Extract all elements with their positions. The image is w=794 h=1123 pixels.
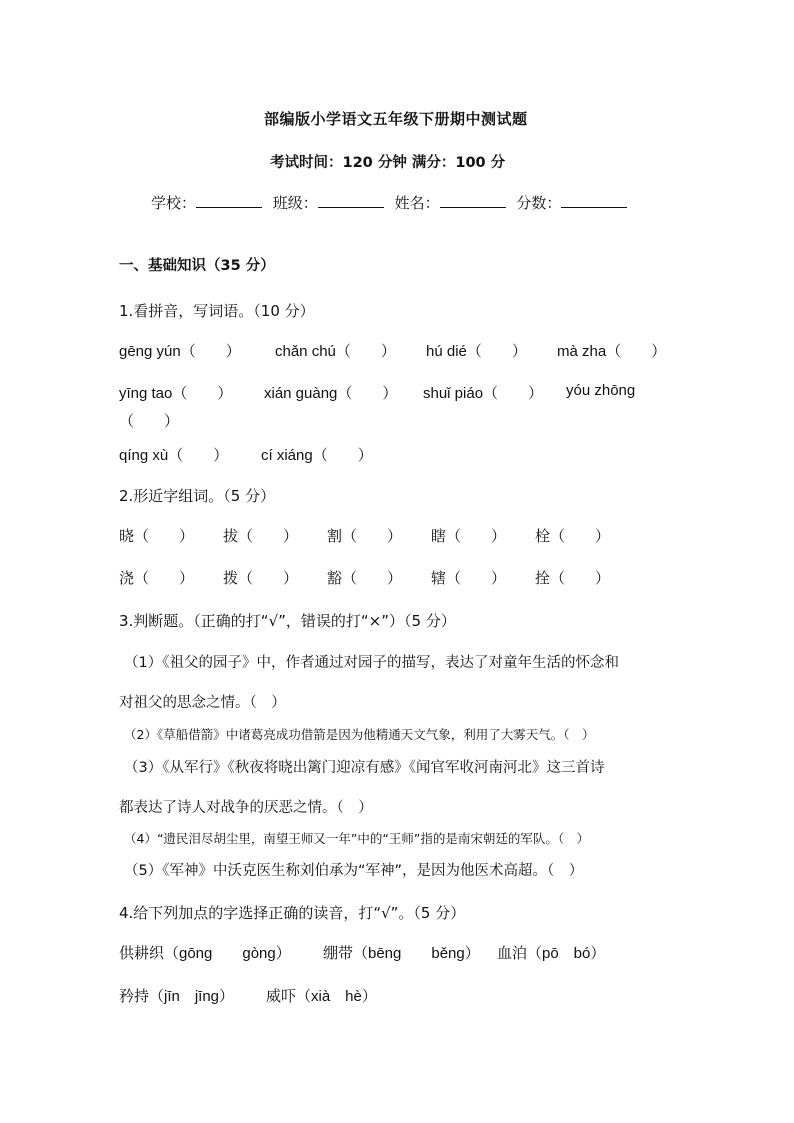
char-item: 辖（ ）	[431, 569, 507, 587]
pinyin-item: qíng xù（ ）	[119, 447, 229, 464]
pinyin-item: shuǐ piáo（ ）	[423, 385, 544, 402]
pinyin-item: yóu zhōng	[566, 382, 636, 399]
pinyin-item: gēng yún（ ）	[119, 343, 241, 360]
name-blank[interactable]	[440, 193, 506, 208]
pinyin-item: xián guàng（ ）	[264, 385, 398, 402]
class-blank[interactable]	[318, 193, 384, 208]
char-item: 瞎（ ）	[431, 527, 507, 545]
school-blank[interactable]	[196, 193, 262, 208]
score-label: 分数：	[516, 194, 562, 212]
reading-item: 供耕织（gōng gòng）	[119, 945, 291, 962]
question-2-heading: 2.形近字组词。（5 分）	[119, 487, 276, 505]
judge-item-5: （5）《军神》中沃克医生称刘伯承为“军神”，是因为他医术高超。（ ）	[124, 863, 584, 879]
char-item: 拔（ ）	[223, 527, 299, 545]
name-label: 姓名：	[394, 194, 440, 212]
reading-item: 矜持（jīn jīng）	[119, 988, 235, 1005]
section-heading: 一、基础知识（35 分）	[119, 258, 275, 274]
judge-item-3-cont: 都表达了诗人对战争的厌恶之情。（ ）	[119, 800, 373, 816]
reading-item: 绷带（bēng běng）	[323, 945, 480, 962]
judge-item-4: （4）“遗民泪尽胡尘里，南望王师又一年”中的“王师”指的是南宋朝廷的军队。（ ）	[124, 831, 590, 846]
char-item: 拨（ ）	[223, 569, 299, 587]
question-3-heading: 3.判断题。（正确的打“√”，错误的打“×”）（5 分）	[119, 612, 456, 630]
question-4-heading: 4.给下列加点的字选择正确的读音，打“√”。（5 分）	[119, 904, 466, 922]
school-label: 学校：	[151, 194, 197, 212]
pinyin-item: chǎn chú（ ）	[275, 343, 396, 360]
judge-item-2: （2）《草船借箭》中诸葛亮成功借箭是因为他精通天文气象，利用了大雾天气。（ ）	[124, 727, 595, 742]
score-blank[interactable]	[561, 193, 627, 208]
char-item: 浇（ ）	[119, 569, 195, 587]
judge-item-1-cont: 对祖父的思念之情。（ ）	[119, 695, 286, 711]
class-label: 班级：	[272, 194, 318, 212]
char-item: 割（ ）	[327, 527, 403, 545]
reading-item: 威吓（xià hè）	[266, 988, 377, 1005]
question-1-heading: 1.看拼音，写词语。（10 分）	[119, 302, 315, 320]
student-info-row	[151, 192, 633, 213]
char-item: 栓（ ）	[535, 527, 611, 545]
char-item: 晓（ ）	[119, 527, 195, 545]
char-item: 拴（ ）	[535, 569, 611, 587]
pinyin-item: hú dié（ ）	[426, 343, 527, 360]
judge-item-3: （3）《从军行》《秋夜将晓出篱门迎凉有感》《闻官军收河南河北》这三首诗	[124, 760, 605, 776]
pinyin-item: yīng tao（ ）	[119, 385, 233, 402]
exam-info: 考试时间：120 分钟 满分：100 分	[270, 155, 506, 171]
pinyin-item: cí xiáng（ ）	[261, 447, 373, 464]
reading-item: 血泊（pō bó）	[497, 945, 606, 962]
char-item: 豁（ ）	[327, 569, 403, 587]
pinyin-item: mà zha（ ）	[557, 343, 667, 360]
page-title: 部编版小学语文五年级下册期中测试题	[264, 110, 528, 128]
judge-item-1: （1）《祖父的园子》中，作者通过对园子的描写，表达了对童年生活的怀念和	[124, 655, 619, 671]
pinyin-blank: （ ）	[119, 413, 180, 430]
